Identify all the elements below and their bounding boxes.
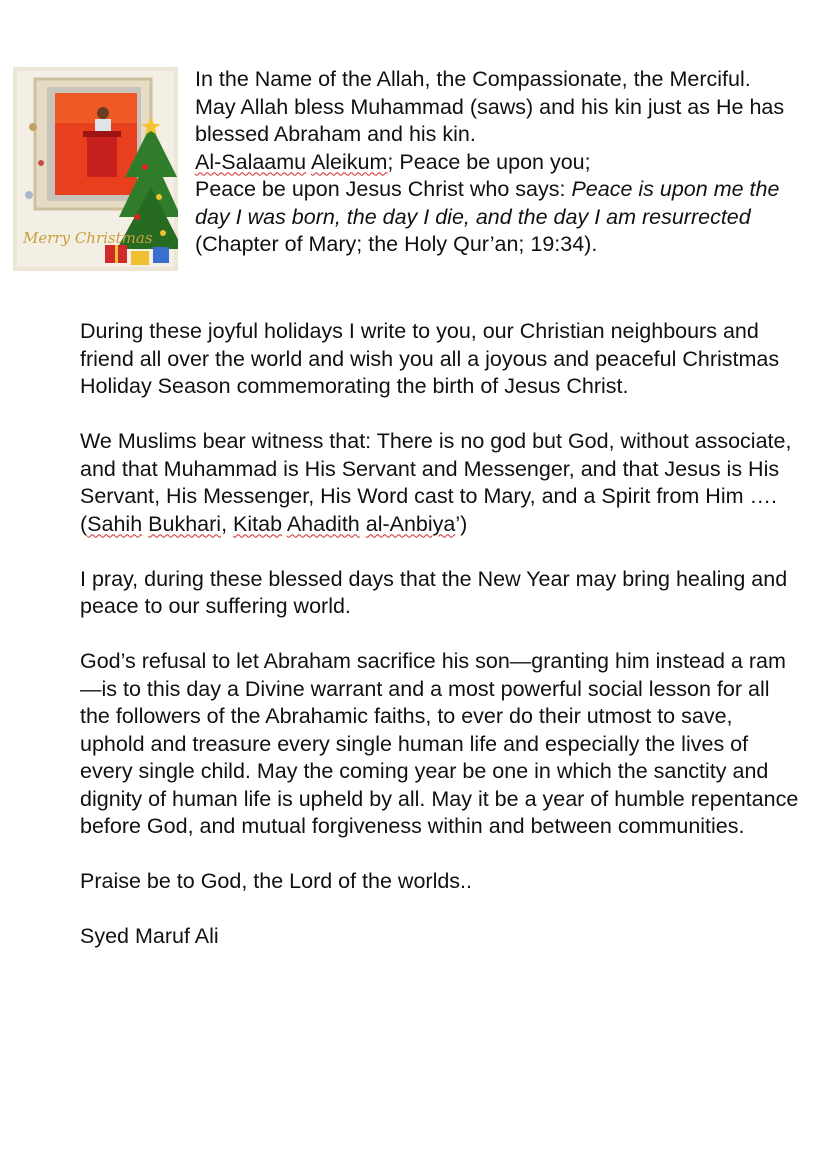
ref-word-kitab: Kitab [233, 511, 283, 536]
christmas-card-image [13, 67, 178, 271]
intro-block [195, 66, 795, 259]
jesus-quote-paragraph [195, 176, 795, 259]
paragraph-abraham: God’s refusal to let Abraham sacrifice his son—granting him instead a ram—is to this day a Divine warrant and a most powerful social lesson for all the followers of the Abrahamic faiths, to ever do their utmost to save, uphold and treasure every single human life and especially the lives of every single child. May the coming year be one in which the sanctity and dignity of human life is upheld by all. May it be a year of humble repentance before God, and mutual forgiveness within and between communities. [80, 649, 799, 838]
paragraph-praise: Praise be to God, the Lord of the worlds.. [80, 869, 472, 893]
ref-word-anbiya: al-Anbiya [365, 511, 456, 536]
letter-body [80, 318, 800, 978]
merry-christmas-text: Merry Christmas [23, 229, 153, 247]
paragraph-witness: We Muslims bear witness that: There is no god but God, without associate, and that Muhammad is His Servant and Messenger, and that Jesus is His Servant, His Messenger, His Word cast to Mary, and a Spirit from Him …. (Sahih Bukhari, Kitab Ahadith al-Anbiya’) [80, 429, 792, 536]
jesus-lead: Peace be upon Jesus Christ who says: [195, 177, 572, 201]
jesus-quote: Peace is upon me the day I was born, the day I die, and the day I am resurrected [195, 177, 780, 229]
paragraph-holidays: During these joyful holidays I write to you, our Christian neighbours and friend all over the world and wish you all a joyous and peaceful Christmas Holiday Season commemorating the birth of Jesus Christ. [80, 319, 780, 398]
christmas-photo [13, 67, 178, 271]
salaam-word-2: Aleikum [310, 149, 388, 174]
ref-word-bukhari: Bukhari [148, 511, 222, 536]
salaam-line [195, 149, 795, 177]
signature: Syed Maruf Ali [80, 924, 219, 948]
ref-word-sahih: Sahih [87, 511, 143, 536]
paragraph-prayer: I pray, during these blessed days that the New Year may bring healing and peace to our suffering world. [80, 566, 788, 618]
salaam-word-1: Al-Salaamu [195, 149, 307, 174]
salaam-rest: ; Peace be upon you; [387, 149, 591, 174]
ref-word-ahadith: Ahadith [286, 511, 360, 536]
jesus-reference: (Chapter of Mary; the Holy Qur’an; 19:34). [195, 232, 598, 256]
intro-invocation: In the Name of the Allah, the Compassionate, the Merciful. May Allah bless Muhammad (saws) and his kin just as He has blessed Abraham and his kin. [195, 67, 785, 146]
